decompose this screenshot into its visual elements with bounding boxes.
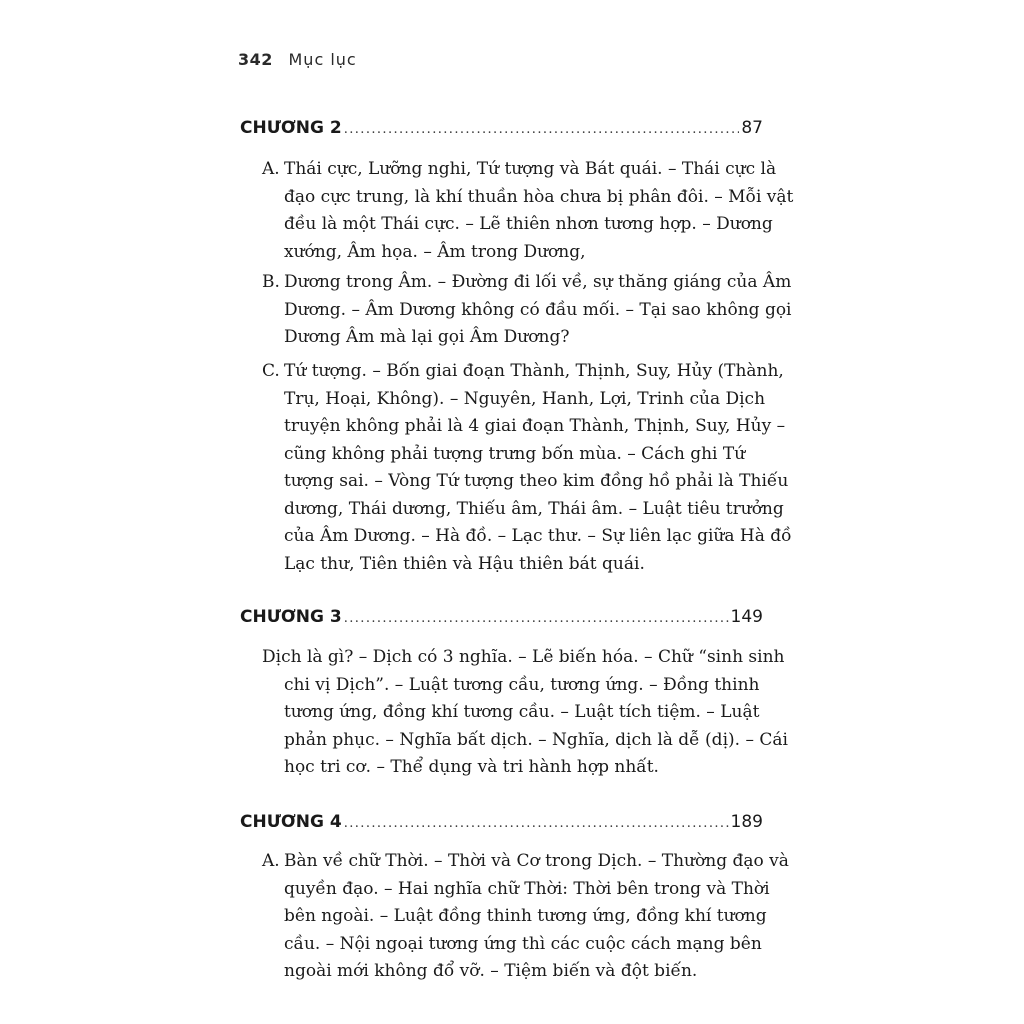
- chapter-label: CHƯƠNG 3: [240, 607, 342, 627]
- toc-entry-4a: [262, 848, 794, 986]
- dot-leader: [344, 122, 740, 137]
- toc-entry-2c: [262, 358, 794, 578]
- dot-leader: [344, 611, 729, 626]
- toc-entry-2a: [262, 156, 794, 266]
- running-title: Mục lục: [288, 50, 357, 69]
- dot-leader: [344, 816, 729, 831]
- chapter-page-number: 189: [730, 812, 763, 832]
- chapter-label: CHƯƠNG 4: [240, 812, 342, 832]
- toc-chapter-3: [240, 607, 763, 627]
- entry-letter: C.: [262, 361, 280, 381]
- page-number: 342: [238, 50, 273, 69]
- chapter-label: CHƯƠNG 2: [240, 118, 342, 138]
- toc-chapter-4: [240, 812, 763, 832]
- chapter-page-number: 149: [730, 607, 763, 627]
- entry-letter: B.: [262, 272, 280, 292]
- page-header: [238, 50, 357, 69]
- entry-text: Thái cực, Lưỡng nghi, Tứ tượng và Bát quái. – Thái cực là đạo cực trung, là khí thuần hòa chưa bị phân đôi. – Mỗi vật đều là một Thái cực. – Lẽ thiên nhơn tương hợp. – Dương xướng, Âm họa. – Âm trong Dương,: [284, 159, 794, 262]
- entry-text: Bàn về chữ Thời. – Thời và Cơ trong Dịch. – Thường đạo và quyền đạo. – Hai nghĩa chữ Thời: Thời bên trong và Thời bên ngoài. – Luật đồng thinh tương ứng, đồng khí tương cầu. – Nội ngoại tương ứng thì các cuộc cách mạng bên ngoài mới không đổ vỡ. – Tiệm biến và đột biến.: [284, 851, 789, 981]
- entry-text: Tứ tượng. – Bốn giai đoạn Thành, Thịnh, Suy, Hủy (Thành, Trụ, Hoại, Không). – Nguyên, Hanh, Lợi, Trinh của Dịch truyện không phải là 4 giai đoạn Thành, Thịnh, Suy, Hủy – cũng không phải tượng trưng bốn mùa. – Cách ghi Tứ tượng sai. – Vòng Tứ tượng theo kim đồng hồ phải là Thiếu dương, Thái dương, Thiếu âm, Thái âm. – Luật tiêu trưởng của Âm Dương. – Hà đồ. – Lạc thư. – Sự liên lạc giữa Hà đồ Lạc thư, Tiên thiên và Hậu thiên bát quái.: [284, 361, 792, 574]
- toc-entry-2b: [262, 269, 794, 352]
- entry-letter: A.: [262, 159, 280, 179]
- toc-chapter-2: [240, 118, 763, 138]
- chapter-page-number: 87: [741, 118, 763, 138]
- toc-entry-3: [262, 644, 794, 782]
- entry-text: Dịch là gì? – Dịch có 3 nghĩa. – Lẽ biến hóa. – Chữ “sinh sinh chi vị Dịch”. – Luật tương cầu, tương ứng. – Đồng thinh tương ứng, đồng khí tương cầu. – Luật tích tiệm. – Luật phản phục. – Nghĩa bất dịch. – Nghĩa, dịch là dễ (dị). – Cái học tri cơ. – Thể dụng và tri hành hợp nhất.: [262, 647, 788, 777]
- entry-letter: A.: [262, 851, 280, 871]
- entry-text: Dương trong Âm. – Đường đi lối về, sự thăng giáng của Âm Dương. – Âm Dương không có đầu mối. – Tại sao không gọi Dương Âm mà lại gọi Âm Dương?: [284, 272, 792, 347]
